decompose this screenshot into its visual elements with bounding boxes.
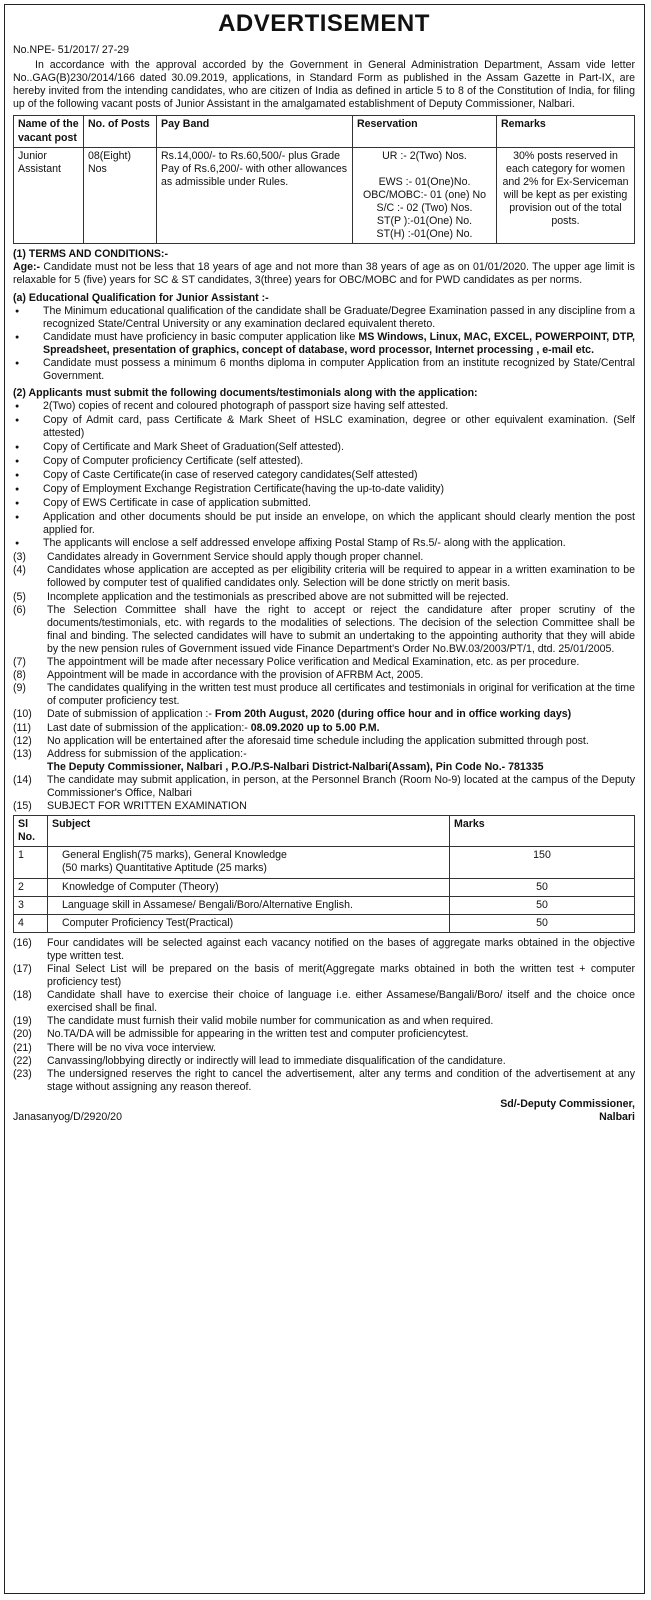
reservation-ur: UR :- 2(Two) Nos.	[382, 149, 467, 162]
table-row: 3 Language skill in Assamese/ Bengali/Boro/Alternative English. 50	[14, 896, 635, 914]
list-item: (8) Appointment will be made in accordance with the provision of AFRBM Act, 2005.	[13, 669, 424, 682]
subjects-table	[13, 815, 635, 933]
vacancy-table-header	[14, 116, 635, 147]
list-item: (11) Last date of submission of the application:- 08.09.2020 up to 5.00 P.M.	[13, 721, 380, 734]
list-item: ● Application and other documents should be put inside an envelope, on which the applicant should clearly mention the post applied for.	[13, 511, 635, 537]
reservation-sc: S/C :- 02 (Two) Nos.	[376, 201, 473, 214]
header-pay-band: Pay Band	[157, 116, 353, 147]
list-item: (3) Candidates already in Government Service should apply though proper channel.	[13, 551, 424, 564]
terms-heading: (1) TERMS AND CONDITIONS:-	[13, 248, 168, 261]
list-item: (16) Four candidates will be selected against each vacancy notified on the bases of aggregate marks obtained in the objective type written test.	[13, 936, 635, 962]
list-item: ● Copy of Caste Certificate(in case of reserved category candidates(Self attested)	[13, 469, 635, 483]
reservation-obc: OBC/MOBC:- 01 (one) No	[362, 188, 487, 201]
table-row: 2 Knowledge of Computer (Theory) 50	[14, 878, 635, 896]
bullet-icon	[13, 483, 43, 497]
footer-code: Janasanyog/D/2920/20	[13, 1111, 122, 1124]
list-item: (19) The candidate must furnish their valid mobile number for communication as and when required.	[13, 1015, 494, 1028]
header-no-of-posts: No. of Posts	[84, 116, 157, 147]
list-item: (22) Canvassing/lobbying directly or indirectly will lead to immediate disqualification of the candidature.	[13, 1054, 506, 1067]
list-item: (9) The candidates qualifying in the written test must produce all certificates and testimonials in original for verification at the time of computer proficiency test.	[13, 682, 635, 708]
reference-number: No.NPE- 51/2017/ 27-29	[13, 44, 130, 56]
bullet-icon	[13, 305, 43, 331]
list-item: ● Copy of Admit card, pass Certificate & Mark Sheet of HSLC examination, degree or other equivalent examination. (Self attested)	[13, 414, 635, 440]
intro-paragraph: In accordance with the approval accorded by the Government in General Administration Department, Assam vide letter No..GAG(B)230/2014/166 dated 30.09.2019, applications, in Standard Form as published in the Assam Gazette in Part-IX, are hereby invited from the intending candidates, who are citizen of India as defined in article 5 to 8 of the Constitution of India, for filing up of the following vacant posts of Junior Assistant in the amalgamated establishment of Deputy Commissioner, Nalbari.	[13, 59, 635, 111]
bullet-icon	[13, 331, 43, 357]
bullet-icon	[13, 357, 43, 383]
list-item: (20) No.TA/DA will be admissible for appearing in the written test and computer proficiencytest.	[13, 1028, 469, 1041]
pay-band: Rs.14,000/- to Rs.60,500/- plus Grade Pay of Rs.6,200/- with other allowances as admissible under Rules.	[157, 147, 353, 244]
list-item: (18) Candidate shall have to exercise their choice of language i.e. either Assamese/Bangali/Boro/ itself and the choice once exercised shall be final.	[13, 989, 635, 1015]
bullet-icon	[13, 441, 43, 455]
bullet-icon	[13, 497, 43, 511]
header-remarks: Remarks	[497, 116, 635, 147]
documents-list	[13, 400, 635, 551]
page-title: ADVERTISEMENT	[218, 10, 430, 37]
age-label: Age:-	[13, 261, 41, 274]
bullet-icon	[13, 469, 43, 483]
post-count: 08(Eight) Nos	[84, 147, 157, 244]
signature-place: Nalbari	[599, 1111, 635, 1124]
list-item: (21) There will be no viva voce interview.	[13, 1041, 216, 1054]
reservation-cell	[353, 147, 497, 244]
list-item: (10) Date of submission of application :- From 20th August, 2020 (during office hour and in office working days)	[13, 708, 572, 721]
bullet-icon	[13, 537, 43, 551]
conditions-list-a	[13, 551, 635, 813]
header-marks: Marks	[450, 816, 635, 847]
table-row	[14, 147, 635, 244]
reservation-sth: ST(H) :-01(One) No.	[376, 228, 473, 241]
bullet-icon	[13, 455, 43, 469]
subjects-table-header	[14, 816, 635, 847]
list-item: (15) SUBJECT FOR WRITTEN EXAMINATION	[13, 800, 247, 813]
list-item: (17) Final Select List will be prepared on the basis of merit(Aggregate marks obtained in both the written test + computer proficiency test)	[13, 963, 635, 989]
list-item: (23) The undersigned reserves the right to cancel the advertisement, alter any terms and condition of the advertisement at any stage without assigning any reason thereof.	[13, 1067, 635, 1093]
conditions-list-b	[13, 937, 635, 1094]
reservation-ews: EWS :- 01(One)No.	[378, 175, 471, 188]
list-item: (12) No application will be entertained after the aforesaid time schedule including the application submitted through post.	[13, 734, 589, 747]
reservation-stp: ST(P ):-01(One) No.	[376, 215, 473, 228]
advertisement-page	[4, 4, 645, 1594]
remarks-cell: 30% posts reserved in each category for women and 2% for Ex-Serviceman will be kept as per existing provision out of the total posts.	[497, 147, 635, 244]
list-item: (14) The candidate may submit application, in person, at the Personnel Branch (Room No-9) located at the campus of the Deputy Commissioner's Office, Nalbari	[13, 773, 635, 799]
list-item: ● 2(Two) copies of recent and coloured photograph of passport size having self attested.	[13, 400, 635, 414]
list-item: (4) Candidates whose application are accepted as per eligibility criteria will be required to appear in a written examination to be followed by computer test of qualified candidates only. Selection will be done strictly on merit basis.	[13, 564, 635, 590]
header-reservation: Reservation	[353, 116, 497, 147]
list-item: ● Candidate must possess a minimum 6 months diploma in computer Application from an institute recognized by State/Central Government.	[13, 357, 635, 383]
list-item: ● Copy of Employment Exchange Registration Certificate(having the up-to-date validity)	[13, 483, 635, 497]
table-row: 4 Computer Proficiency Test(Practical) 50	[14, 914, 635, 932]
education-heading: (a) Educational Qualification for Junior Assistant :-	[13, 291, 269, 304]
header-sl-no: Sl No.	[14, 816, 48, 847]
vacancy-table	[13, 115, 635, 244]
list-item: (6) The Selection Committee shall have the right to accept or reject the candidature after proper scrutiny of the documents/testimonials, etc. with regards to the modalities of selections. The decision of the selection Committee shall be final and binding. The selected candidates will have to submit an undertaking to the appointing authority that they will abide by the new pension rules of Government issued vide Finance Department's Order No.BW.03/2003/PT/1, dtd. 25/01/2005.	[13, 603, 635, 655]
list-item: (5) Incomplete application and the testimonials as prescribed above are not submitted will be rejected.	[13, 590, 509, 603]
bullet-icon	[13, 511, 43, 537]
submission-address: The Deputy Commissioner, Nalbari , P.O./P.S-Nalbari District-Nalbari(Assam), Pin Code No.- 781335	[47, 760, 544, 773]
age-paragraph	[13, 261, 635, 287]
list-item: ● Candidate must have proficiency in basic computer application like MS Windows, Linux, MAC, EXCEL, POWERPOINT, DTP, Spreadsheet, presentation of graphics, concept of database, word processor, Internet processing , e-mail etc.	[13, 331, 635, 357]
header-subject: Subject	[48, 816, 450, 847]
signature-line: Sd/-Deputy Commissioner,	[500, 1097, 635, 1110]
bullet-icon	[13, 400, 43, 414]
list-item: ● Copy of EWS Certificate in case of application submitted.	[13, 497, 635, 511]
header-post-name: Name of the vacant post	[14, 116, 84, 147]
list-item: ● The applicants will enclose a self addressed envelope affixing Postal Stamp of Rs.5/- along with the application.	[13, 537, 635, 551]
list-item: ● Copy of Certificate and Mark Sheet of Graduation(Self attested).	[13, 441, 635, 455]
list-item: ● The Minimum educational qualification of the candidate shall be Graduate/Degree Examination passed in any discipline from a recognized State/Central University or any examination declared equivalent thereto.	[13, 305, 635, 331]
documents-heading: (2) Applicants must submit the following documents/testimonials along with the application:	[13, 387, 478, 400]
list-item: ● Copy of Computer proficiency Certificate (self attested).	[13, 455, 635, 469]
post-name: Junior Assistant	[14, 147, 84, 244]
bullet-icon	[13, 414, 43, 440]
table-row: 1 General English(75 marks), General Knowledge (50 marks) Quantitative Aptitude (25 marks) 150	[14, 847, 635, 878]
age-text: Candidate must not be less that 18 years of age and not more than 38 years of age as on 01/01/2020. The upper age limit is relaxable for 5 (five) years for SC & ST candidates, 3(three) years for OBC/MOBC and for PWD candidates as per norms.	[13, 261, 635, 287]
list-item: (7) The appointment will be made after necessary Police verification and Medical Examination, etc. as per procedure.	[13, 656, 580, 669]
footer	[13, 1111, 635, 1124]
list-item: (13) Address for submission of the application:- The Deputy Commissioner, Nalbari , P.O./P.S-Nalbari District-Nalbari(Assam), Pin Code No.- 781335	[13, 747, 544, 773]
